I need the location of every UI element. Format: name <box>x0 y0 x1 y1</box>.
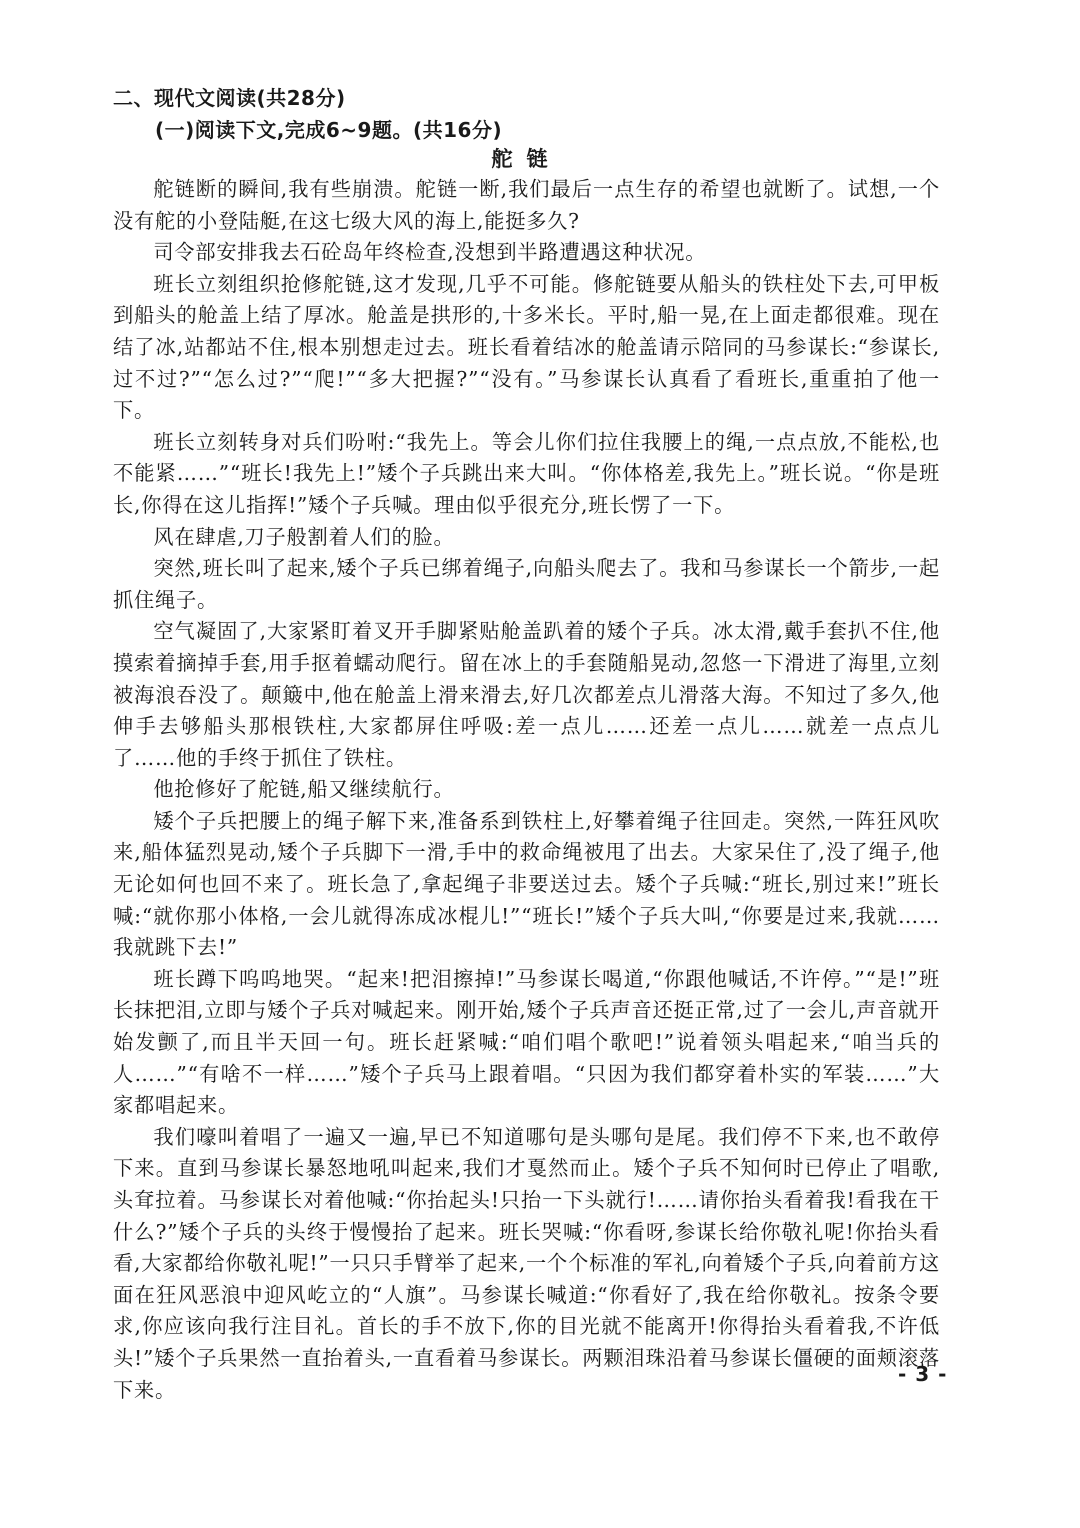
paragraph: 班长立刻组织抢修舵链,这才发现,几乎不可能。修舵链要从船头的铁柱处下去,可甲板到船头的舱盖上结了厚冰。舱盖是拱形的,十多米长。平时,船一晃,在上面走都很难。现在结了冰,站都站不住,根本别想走过去。班长看着结冰的舱盖请示陪同的马参谋长:“参谋长,过不过?”“怎么过?”“爬!”“多大把握?”“没有。”马参谋长认真看了看班长,重重拍了他一下。 <box>113 271 940 423</box>
paragraph: 班长立刻转身对兵们吩咐:“我先上。等会儿你们拉住我腰上的绳,一点点放,不能松,也不能紧……”“班长!我先上!”矮个子兵跳出来大叫。“你体格差,我先上。”班长说。“你是班长,你得在这儿指挥!”矮个子兵喊。理由似乎很充分,班长愣了一下。 <box>113 429 940 517</box>
paragraph: 舵链断的瞬间,我有些崩溃。舵链一断,我们最后一点生存的希望也就断了。试想,一个没有舵的小登陆艇,在这七级大风的海上,能挺多久? <box>113 177 940 233</box>
paragraph: 我们嚎叫着唱了一遍又一遍,早已不知道哪句是头哪句是尾。我们停不下来,也不敢停下来。直到马参谋长暴怒地吼叫起来,我们才戛然而止。矮个子兵不知何时已停止了唱歌,头耷拉着。马参谋长对着他喊:“你抬起头!只抬一下头就行!……请你抬头看着我!看我在干什么?”矮个子兵的头终于慢慢抬了起来。班长哭喊:“你看呀,参谋长给你敬礼呢!你抬头看看,大家都给你敬礼呢!”一只只手臂举了起来,一个个标准的军礼,向着矮个子兵,向着前方这面在狂风恶浪中迎风屹立的“人旗”。马参谋长喊道:“你看好了,我在给你敬礼。按条令要求,你应该向我行注目礼。首长的手不放下,你的目光就不能离开!你得抬头看着我,不许低头!”矮个子兵果然一直抬着头,一直看着马参谋长。两颗泪珠沿着马参谋长僵硬的面颊滚落下来。 <box>113 1124 940 1402</box>
sub-heading: (一)阅读下文,完成6~9题。(共16分) <box>155 118 503 142</box>
paragraph: 矮个子兵把腰上的绳子解下来,准备系到铁柱上,好攀着绳子往回走。突然,一阵狂风吹来,船体猛烈晃动,矮个子兵脚下一滑,手中的救命绳被甩了出去。大家呆住了,没了绳子,他无论如何也回不来了。班长急了,拿起绳子非要送过去。矮个子兵喊:“班长,别过来!”班长喊:“就你那小体格,一会儿就得冻成冰棍儿!”“班长!”矮个子兵大叫,“你要是过来,我就……我就跳下去!” <box>113 808 940 960</box>
section-heading: 二、现代文阅读(共28分) <box>113 86 346 110</box>
article-title: 舵链 <box>491 147 562 171</box>
paragraph: 空气凝固了,大家紧盯着叉开手脚紧贴舱盖趴着的矮个子兵。冰太滑,戴手套扒不住,他摸索着摘掉手套,用手抠着蠕动爬行。留在冰上的手套随船晃动,忽悠一下滑进了海里,立刻被海浪吞没了。颠簸中,他在舱盖上滑来滑去,好几次都差点儿滑落大海。不知过了多久,他伸手去够船头那根铁柱,大家都屏住呼吸:差一点儿……还差一点儿……就差一点点儿了……他的手终于抓住了铁柱。 <box>113 619 940 770</box>
paragraph: 风在肆虐,刀子般割着人们的脸。 <box>153 524 455 549</box>
exam-page <box>113 84 940 1406</box>
article-body <box>113 174 940 1406</box>
page-number: - 3 - <box>898 1362 948 1386</box>
paragraph: 突然,班长叫了起来,矮个子兵已绑着绳子,向船头爬去了。我和马参谋长一个箭步,一起抓住绳子。 <box>113 556 940 612</box>
paragraph: 司令部安排我去石砼岛年终检查,没想到半路遭遇这种状况。 <box>153 240 707 265</box>
paragraph: 班长蹲下呜呜地哭。“起来!把泪擦掉!”马参谋长喝道,“你跟他喊话,不许停。”“是!”班长抹把泪,立即与矮个子兵对喊起来。刚开始,矮个子兵声音还挺正常,过了一会儿,声音就开始发颤了,而且半天回一句。班长赶紧喊:“咱们唱个歌吧!”说着领头唱起来,“咱当兵的人……”“有啥不一样……”矮个子兵马上跟着唱。“只因为我们都穿着朴实的军装……”大家都唱起来。 <box>113 966 940 1118</box>
paragraph: 他抢修好了舵链,船又继续航行。 <box>153 777 455 802</box>
